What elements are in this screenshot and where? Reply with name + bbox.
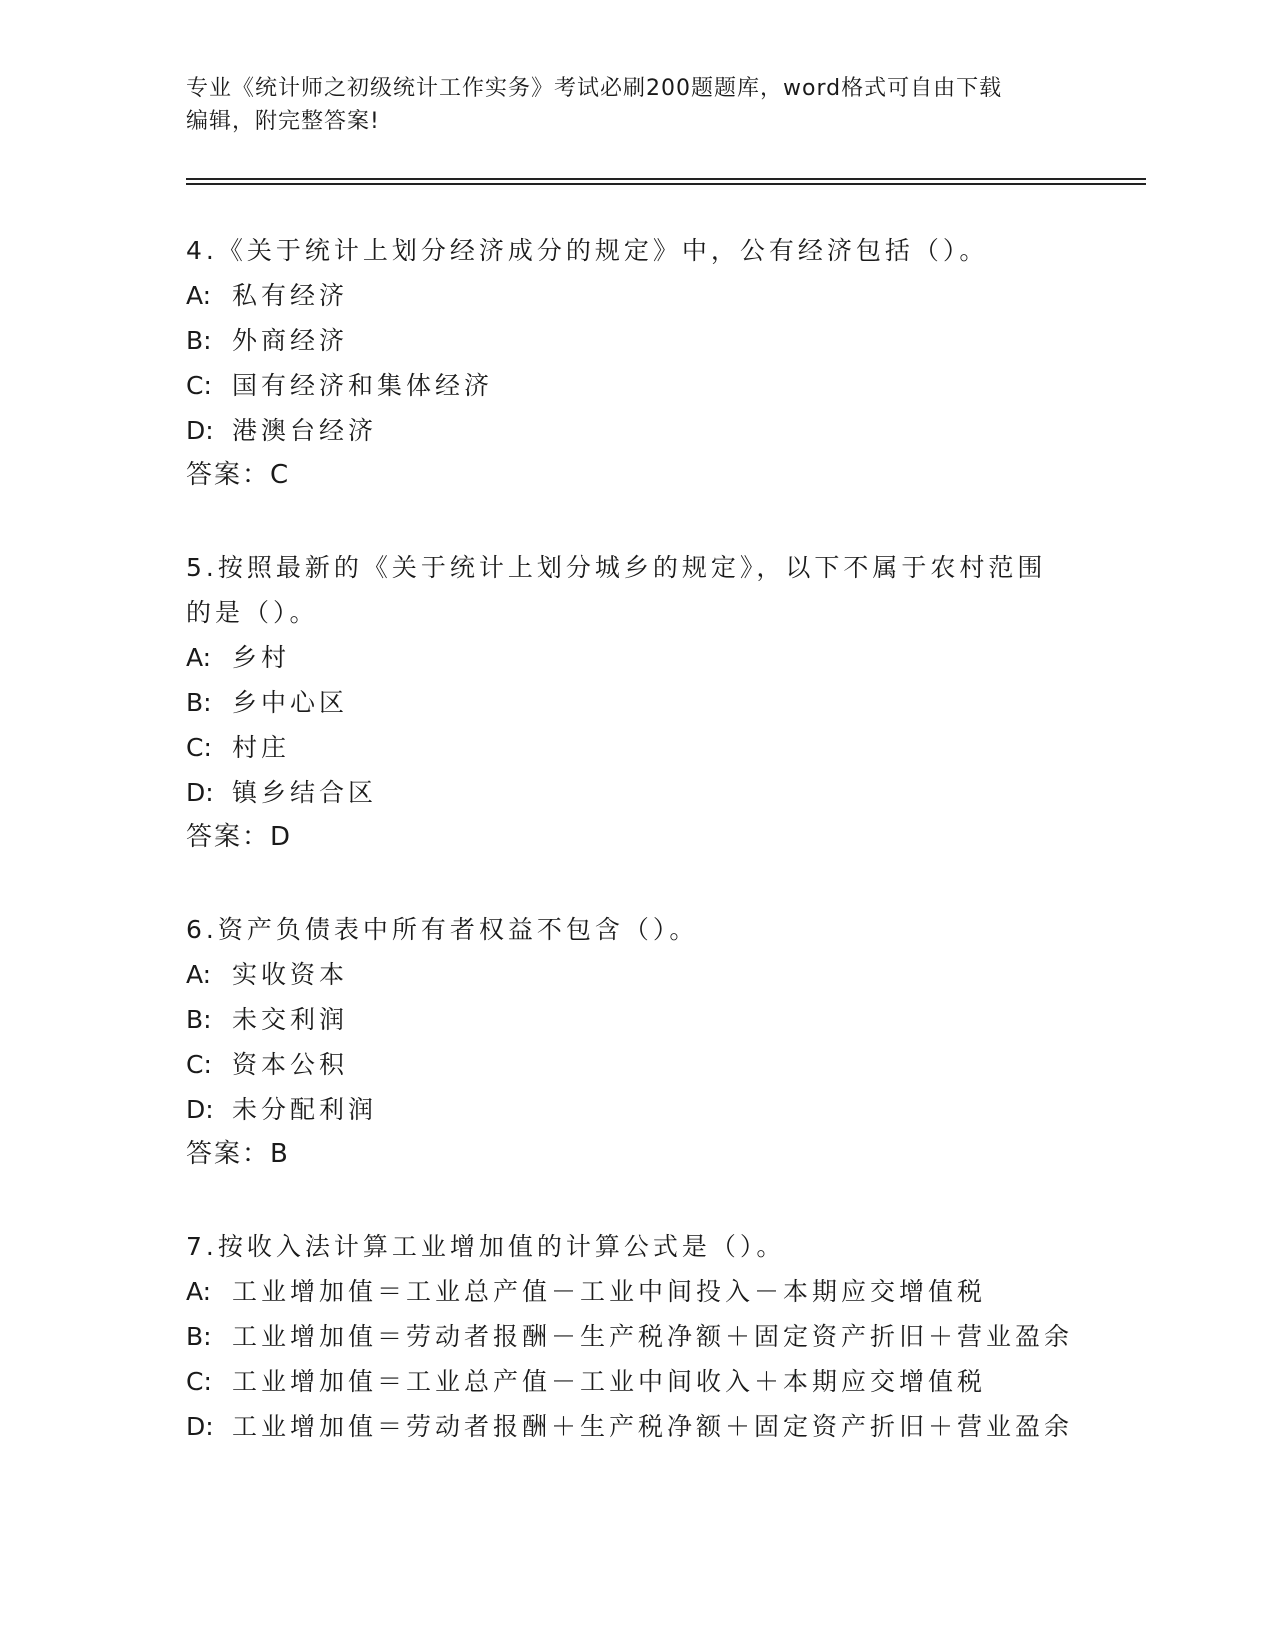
document-header: [186, 72, 1086, 138]
option-label: D:: [186, 1095, 214, 1124]
question-block-7: [186, 1224, 1086, 1449]
question-stem: 6.资产负债表中所有者权益不包含（）。: [186, 915, 699, 944]
option-d: [186, 1087, 1086, 1132]
option-label: B:: [186, 326, 212, 355]
option-label: C:: [186, 1367, 212, 1396]
option-label: A:: [186, 1277, 212, 1306]
question-stem-continued: 的是（）。: [186, 598, 319, 627]
option-c: [186, 1359, 1086, 1404]
option-label: D:: [186, 416, 214, 445]
option-text: 工业增加值＝劳动者报酬－生产税净额＋固定资产折旧＋营业盈余: [232, 1322, 1074, 1351]
option-text: 村庄: [232, 733, 291, 762]
option-text: 乡村: [232, 643, 291, 672]
option-b: [186, 1314, 1086, 1359]
question-stem: 7.按收入法计算工业增加值的计算公式是（）。: [186, 1232, 786, 1261]
question-block-4: [186, 228, 1086, 498]
option-a: [186, 273, 1086, 318]
option-label: C:: [186, 733, 212, 762]
option-b: [186, 318, 1086, 363]
option-d: [186, 770, 1086, 815]
option-label: D:: [186, 778, 214, 807]
option-a: [186, 635, 1086, 680]
option-text: 未交利润: [232, 1005, 349, 1034]
answer-line: 答案：B: [186, 1139, 290, 1169]
option-c: [186, 1042, 1086, 1087]
option-label: A:: [186, 643, 212, 672]
option-label: C:: [186, 1050, 212, 1079]
option-label: A:: [186, 281, 212, 310]
option-b: [186, 680, 1086, 725]
option-label: B:: [186, 688, 212, 717]
question-block-5: [186, 545, 1086, 860]
option-label: A:: [186, 960, 212, 989]
option-text: 实收资本: [232, 960, 349, 989]
option-d: [186, 1404, 1086, 1449]
option-d: [186, 408, 1086, 453]
question-stem: 4.《关于统计上划分经济成分的规定》中，公有经济包括（）。: [186, 236, 989, 265]
option-c: [186, 363, 1086, 408]
answer-line: 答案：C: [186, 460, 291, 490]
option-text: 镇乡结合区: [232, 778, 378, 807]
option-label: B:: [186, 1005, 212, 1034]
option-c: [186, 725, 1086, 770]
question-stem: 5.按照最新的《关于统计上划分城乡的规定》，以下不属于农村范围: [186, 553, 1047, 582]
header-line-2: 编辑，附完整答案!: [186, 109, 380, 134]
option-text: 资本公积: [232, 1050, 349, 1079]
option-text: 私有经济: [232, 281, 349, 310]
option-a: [186, 1269, 1086, 1314]
option-label: B:: [186, 1322, 212, 1351]
option-label: D:: [186, 1412, 214, 1441]
option-text: 工业增加值＝工业总产值－工业中间收入＋本期应交增值税: [232, 1367, 987, 1396]
option-b: [186, 997, 1086, 1042]
option-a: [186, 952, 1086, 997]
header-line-1: 专业《统计师之初级统计工作实务》考试必刷200题题库，word格式可自由下载: [186, 76, 1003, 101]
option-text: 未分配利润: [232, 1095, 378, 1124]
option-text: 外商经济: [232, 326, 349, 355]
option-text: 工业增加值＝工业总产值－工业中间投入－本期应交增值税: [232, 1277, 987, 1306]
question-block-6: [186, 907, 1086, 1177]
option-text: 乡中心区: [232, 688, 349, 717]
option-text: 国有经济和集体经济: [232, 371, 494, 400]
answer-line: 答案：D: [186, 822, 293, 852]
header-divider-top: [186, 178, 1146, 180]
header-divider-bottom: [186, 183, 1146, 185]
option-label: C:: [186, 371, 212, 400]
option-text: 港澳台经济: [232, 416, 378, 445]
option-text: 工业增加值＝劳动者报酬＋生产税净额＋固定资产折旧＋营业盈余: [232, 1412, 1074, 1441]
